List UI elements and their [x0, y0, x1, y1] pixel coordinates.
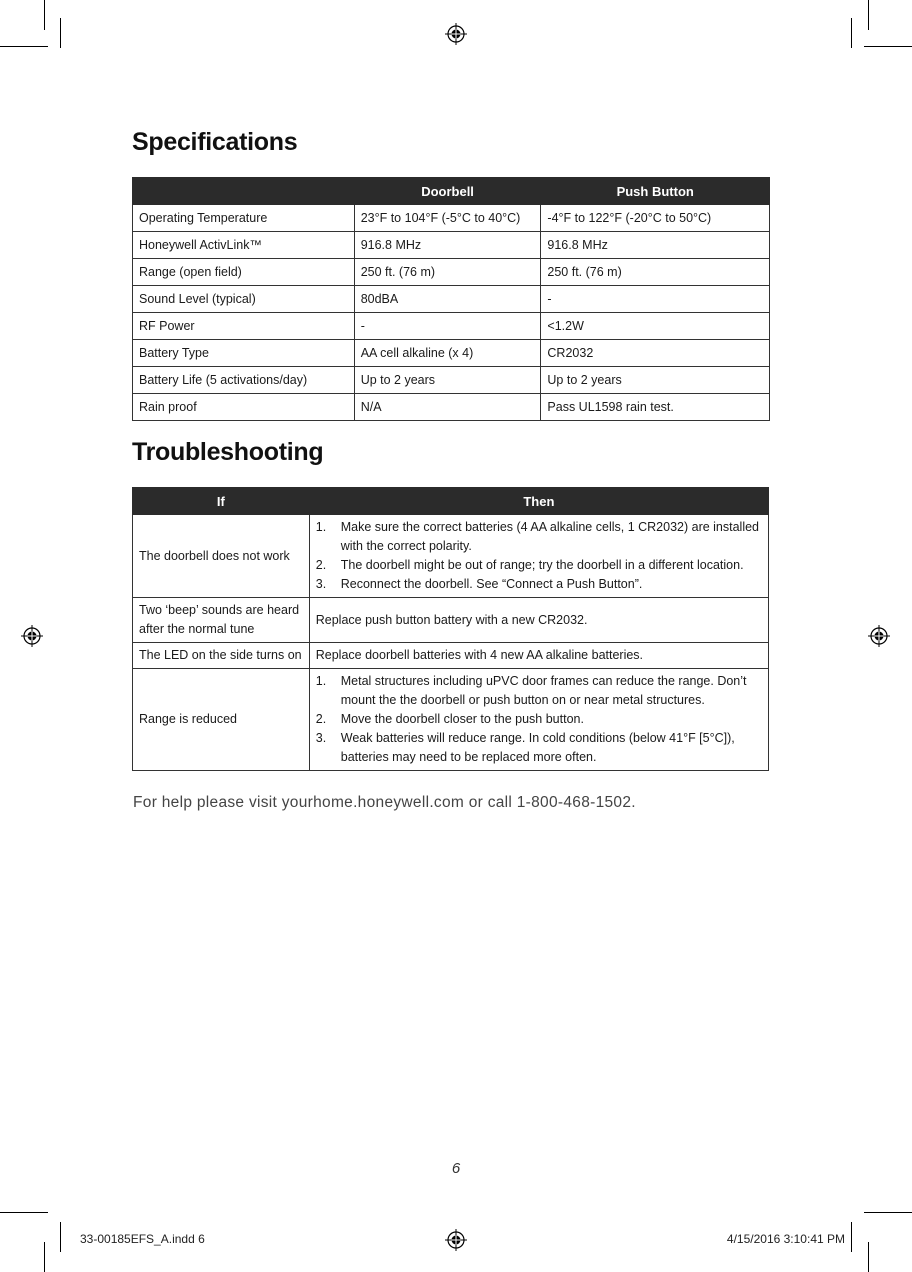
troubleshooting-table-body	[133, 515, 769, 771]
solution-step	[316, 672, 762, 710]
table-cell: -	[541, 286, 770, 313]
step-number: 2.	[315, 558, 327, 572]
registration-mark-icon	[21, 625, 43, 647]
solution-step	[316, 575, 762, 594]
step-text: Reconnect the doorbell. See “Connect a Push Button”.	[340, 577, 643, 591]
registration-mark-icon	[445, 23, 467, 45]
condition-cell: Range is reduced	[133, 669, 310, 771]
column-header	[133, 178, 355, 205]
table-row	[133, 394, 770, 421]
specifications-table-body	[133, 205, 770, 421]
crop-mark	[44, 0, 45, 30]
table-cell: Up to 2 years	[354, 367, 541, 394]
step-text: Move the doorbell closer to the push button.	[340, 712, 584, 726]
column-header-push-button: Push Button	[541, 178, 770, 205]
crop-mark	[851, 1222, 852, 1252]
table-header-row	[133, 488, 769, 515]
column-header-if: If	[133, 488, 310, 515]
table-row	[133, 598, 769, 643]
condition-cell: The LED on the side turns on	[133, 643, 310, 669]
solution-cell: Replace push button battery with a new CR2032.	[309, 598, 768, 643]
step-text: The doorbell might be out of range; try the doorbell in a different location.	[340, 558, 744, 572]
step-number: 3.	[315, 577, 327, 591]
solution-list	[316, 672, 762, 767]
condition-cell: The doorbell does not work	[133, 515, 310, 598]
help-contact-text: For help please visit yourhome.honeywell.com or call 1-800-468-1502.	[133, 794, 636, 811]
table-cell: RF Power	[133, 313, 355, 340]
step-number: 1.	[315, 674, 327, 688]
slug-filename: 33-00185EFS_A.indd 6	[80, 1232, 205, 1246]
table-cell: Battery Life (5 activations/day)	[133, 367, 355, 394]
table-cell: 250 ft. (76 m)	[541, 259, 770, 286]
table-cell: 80dBA	[354, 286, 541, 313]
table-cell: Pass UL1598 rain test.	[541, 394, 770, 421]
table-header-row	[133, 178, 770, 205]
table-cell: Sound Level (typical)	[133, 286, 355, 313]
solution-list	[316, 518, 762, 594]
table-cell: 23°F to 104°F (-5°C to 40°C)	[354, 205, 541, 232]
table-row	[133, 259, 770, 286]
solution-cell: Replace doorbell batteries with 4 new AA alkaline batteries.	[309, 643, 768, 669]
troubleshooting-table	[132, 487, 769, 771]
table-cell: Rain proof	[133, 394, 355, 421]
table-cell: -	[354, 313, 541, 340]
crop-mark	[0, 46, 48, 47]
column-header-then: Then	[309, 488, 768, 515]
table-row	[133, 367, 770, 394]
crop-mark	[60, 1222, 61, 1252]
registration-mark-icon	[445, 1229, 467, 1251]
table-row	[133, 669, 769, 771]
crop-mark	[851, 18, 852, 48]
step-text: Metal structures including uPVC door frames can reduce the range. Don’t mount the the doorbell or push button on or near metal structures.	[340, 674, 747, 707]
table-cell: Honeywell ActivLink™	[133, 232, 355, 259]
step-number: 3.	[315, 731, 327, 745]
solution-step	[316, 710, 762, 729]
solution-cell	[309, 515, 768, 598]
table-cell: <1.2W	[541, 313, 770, 340]
table-cell: Up to 2 years	[541, 367, 770, 394]
troubleshooting-title: Troubleshooting	[132, 438, 324, 466]
crop-mark	[864, 1212, 912, 1213]
table-cell: 916.8 MHz	[354, 232, 541, 259]
crop-mark	[44, 1242, 45, 1272]
solution-step	[316, 729, 762, 767]
table-row	[133, 286, 770, 313]
table-cell: CR2032	[541, 340, 770, 367]
condition-cell: Two ‘beep’ sounds are heard after the normal tune	[133, 598, 310, 643]
crop-mark	[868, 0, 869, 30]
table-cell: 250 ft. (76 m)	[354, 259, 541, 286]
specifications-table	[132, 177, 770, 421]
specifications-title: Specifications	[132, 128, 298, 156]
table-cell: 916.8 MHz	[541, 232, 770, 259]
solution-cell	[309, 669, 768, 771]
table-cell: Range (open field)	[133, 259, 355, 286]
step-number: 2.	[315, 712, 327, 726]
crop-mark	[60, 18, 61, 48]
column-header-doorbell: Doorbell	[354, 178, 541, 205]
table-row	[133, 205, 770, 232]
table-row	[133, 515, 769, 598]
table-cell: Operating Temperature	[133, 205, 355, 232]
table-cell: Battery Type	[133, 340, 355, 367]
table-row	[133, 340, 770, 367]
step-number: 1.	[315, 520, 327, 534]
table-cell: N/A	[354, 394, 541, 421]
table-cell: -4°F to 122°F (-20°C to 50°C)	[541, 205, 770, 232]
step-text: Make sure the correct batteries (4 AA alkaline cells, 1 CR2032) are installed with the correct polarity.	[340, 520, 760, 553]
solution-step	[316, 518, 762, 556]
table-row	[133, 232, 770, 259]
registration-mark-icon	[868, 625, 890, 647]
table-cell: AA cell alkaline (x 4)	[354, 340, 541, 367]
step-text: Weak batteries will reduce range. In cold conditions (below 41°F [5°C]), batteries may need to be replaced more often.	[340, 731, 735, 764]
crop-mark	[0, 1212, 48, 1213]
crop-mark	[868, 1242, 869, 1272]
crop-mark	[864, 46, 912, 47]
table-row	[133, 313, 770, 340]
table-row	[133, 643, 769, 669]
solution-step	[316, 556, 762, 575]
page-number: 6	[451, 1160, 461, 1177]
slug-timestamp: 4/15/2016 3:10:41 PM	[726, 1232, 845, 1246]
